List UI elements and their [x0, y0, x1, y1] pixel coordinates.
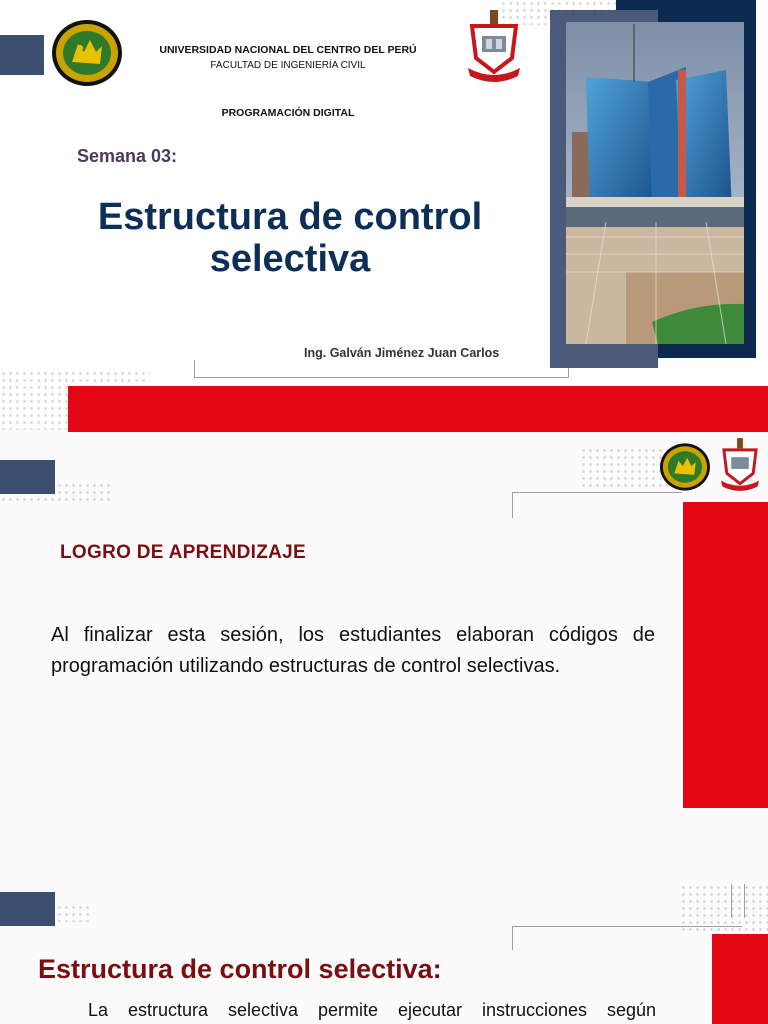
civil-engineering-crest-icon: [464, 8, 524, 88]
divider-line: [512, 492, 682, 493]
building-photo: [566, 22, 744, 344]
section-heading: Estructura de control selectiva:: [38, 954, 442, 984]
learning-goal-text: Al finalizar esta sesión, los estudiantes elaboran códigos de programación utilizando estructuras de control selectivas.: [51, 624, 655, 677]
divider-line: [512, 926, 513, 950]
decor-block: [0, 35, 44, 75]
red-side-bar: [712, 934, 768, 1024]
dot-pattern: [580, 447, 670, 487]
faculty-name: FACULTAD DE INGENIERÍA CIVIL: [210, 60, 366, 71]
slide-title-line1: Estructura de control: [97, 196, 483, 238]
civil-engineering-crest-icon: [718, 436, 762, 496]
divider-line: [194, 377, 568, 378]
learning-goal-slide: [0, 432, 768, 864]
section-text: La estructura selectiva permite ejecutar instrucciones según: [88, 1000, 656, 1020]
divider-line: [194, 360, 195, 378]
title-slide: [0, 0, 768, 432]
author-name: Ing. Galván Jiménez Juan Carlos: [304, 346, 500, 360]
week-label: Semana 03:: [77, 146, 178, 166]
divider-line: [744, 884, 745, 918]
divider-line: [512, 492, 513, 518]
decor-block: [0, 460, 55, 494]
red-side-bar: [683, 502, 768, 808]
content-slide: [0, 864, 768, 1024]
slide-title-line2: selectiva: [209, 238, 371, 280]
divider-line: [512, 926, 742, 927]
red-band: [68, 386, 768, 432]
divider-line: [731, 884, 732, 918]
course-name: PROGRAMACIÓN DIGITAL: [221, 107, 355, 119]
learning-goal-heading: LOGRO DE APRENDIZAJE: [60, 542, 306, 563]
university-seal-icon: [658, 442, 712, 492]
decor-block: [0, 892, 55, 926]
university-seal-icon: [50, 18, 124, 88]
university-name: UNIVERSIDAD NACIONAL DEL CENTRO DEL PERÚ: [159, 44, 417, 56]
